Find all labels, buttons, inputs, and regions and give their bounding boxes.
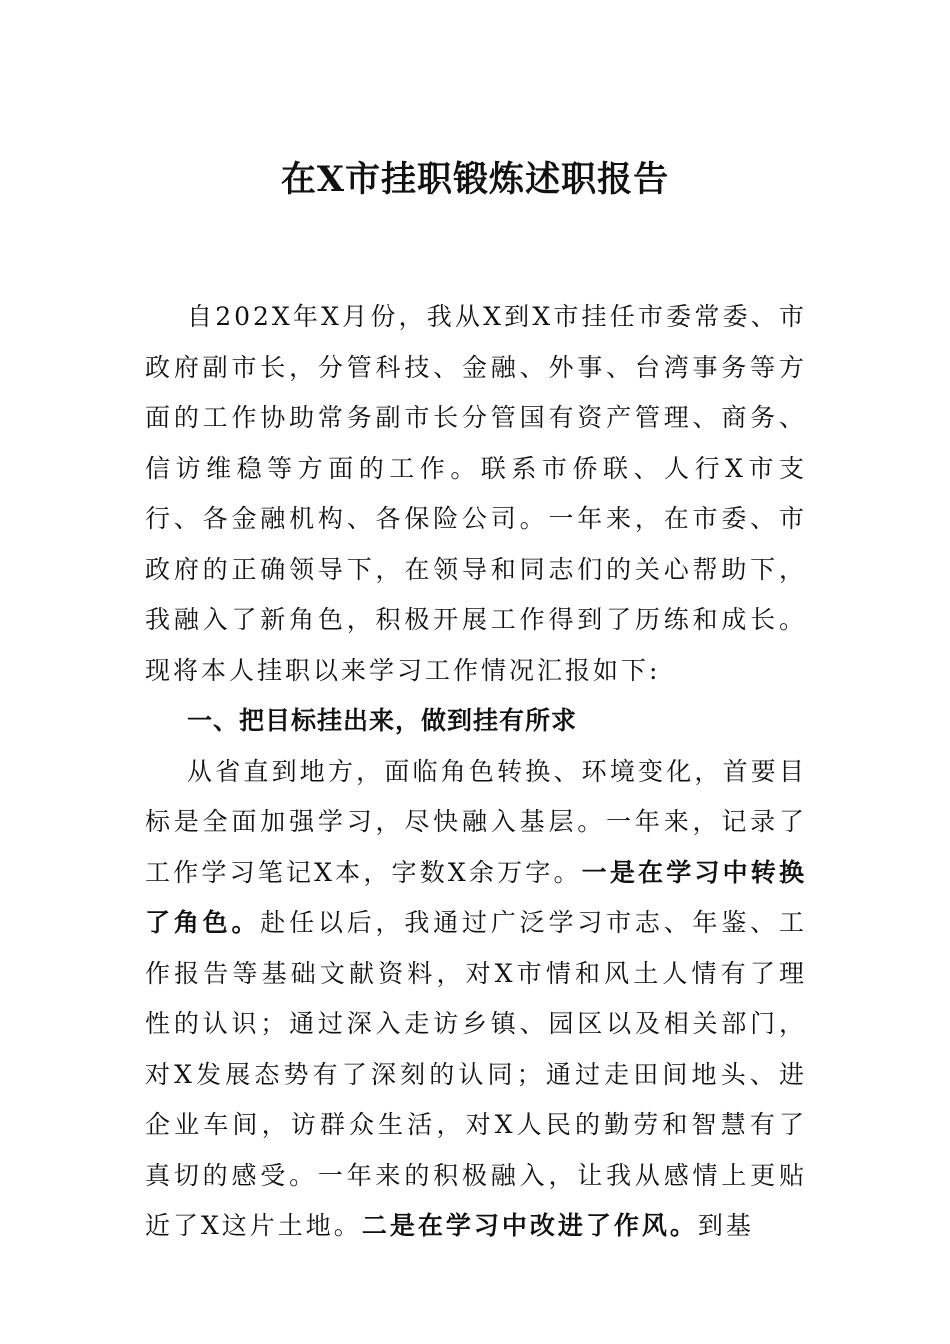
document-title: 在X市挂职锻炼述职报告 [280, 159, 670, 200]
paragraph-text: 从省直到地方，面临角色转换、环境变化，首要目标是全面加强学习，尽快融入基层。一年来，记录了工作学习笔记X本，字数X余万字。 [145, 756, 807, 887]
bold-point-1: 一是在学习中转换了角色。 [145, 857, 807, 937]
paragraph-text: 赴任以后，我通过广泛学习市志、年鉴、工作报告等基础文献资料，对X市情和风土人情有了理性的认识；通过深入走访乡镇、园区以及相关部门，对X发展态势有了深刻的认同；通过走田间地头、进企业车间，访群众生活，对X人民的勤劳和智慧有了真切的感受。一年来的积极融入，让我从感情上更贴近了X这片土地。 [145, 908, 807, 1240]
intro-paragraph: 自202X年X月份，我从X到X市挂任市委常委、市政府副市长，分管科技、金融、外事、台湾事务等方面的工作协助常务副市长分管国有资产管理、商务、信访维稳等方面的工作。联系市侨联、人行X市支行、各金融机构、各保险公司。一年来，在市委、市政府的正确领导下，在领导和同志们的关心帮助下，我融入了新角色，积极开展工作得到了历练和成长。现将本人挂职以来学习工作情况汇报如下: [145, 302, 807, 685]
section-1-paragraph [145, 747, 807, 1252]
paragraph-text: 到基 [697, 1211, 754, 1240]
document-body [145, 292, 807, 1252]
bold-point-2: 二是在学习中改进了作风。 [361, 1211, 698, 1240]
section-heading-1: 一、把目标挂出来，做到挂有所求 [187, 706, 578, 735]
